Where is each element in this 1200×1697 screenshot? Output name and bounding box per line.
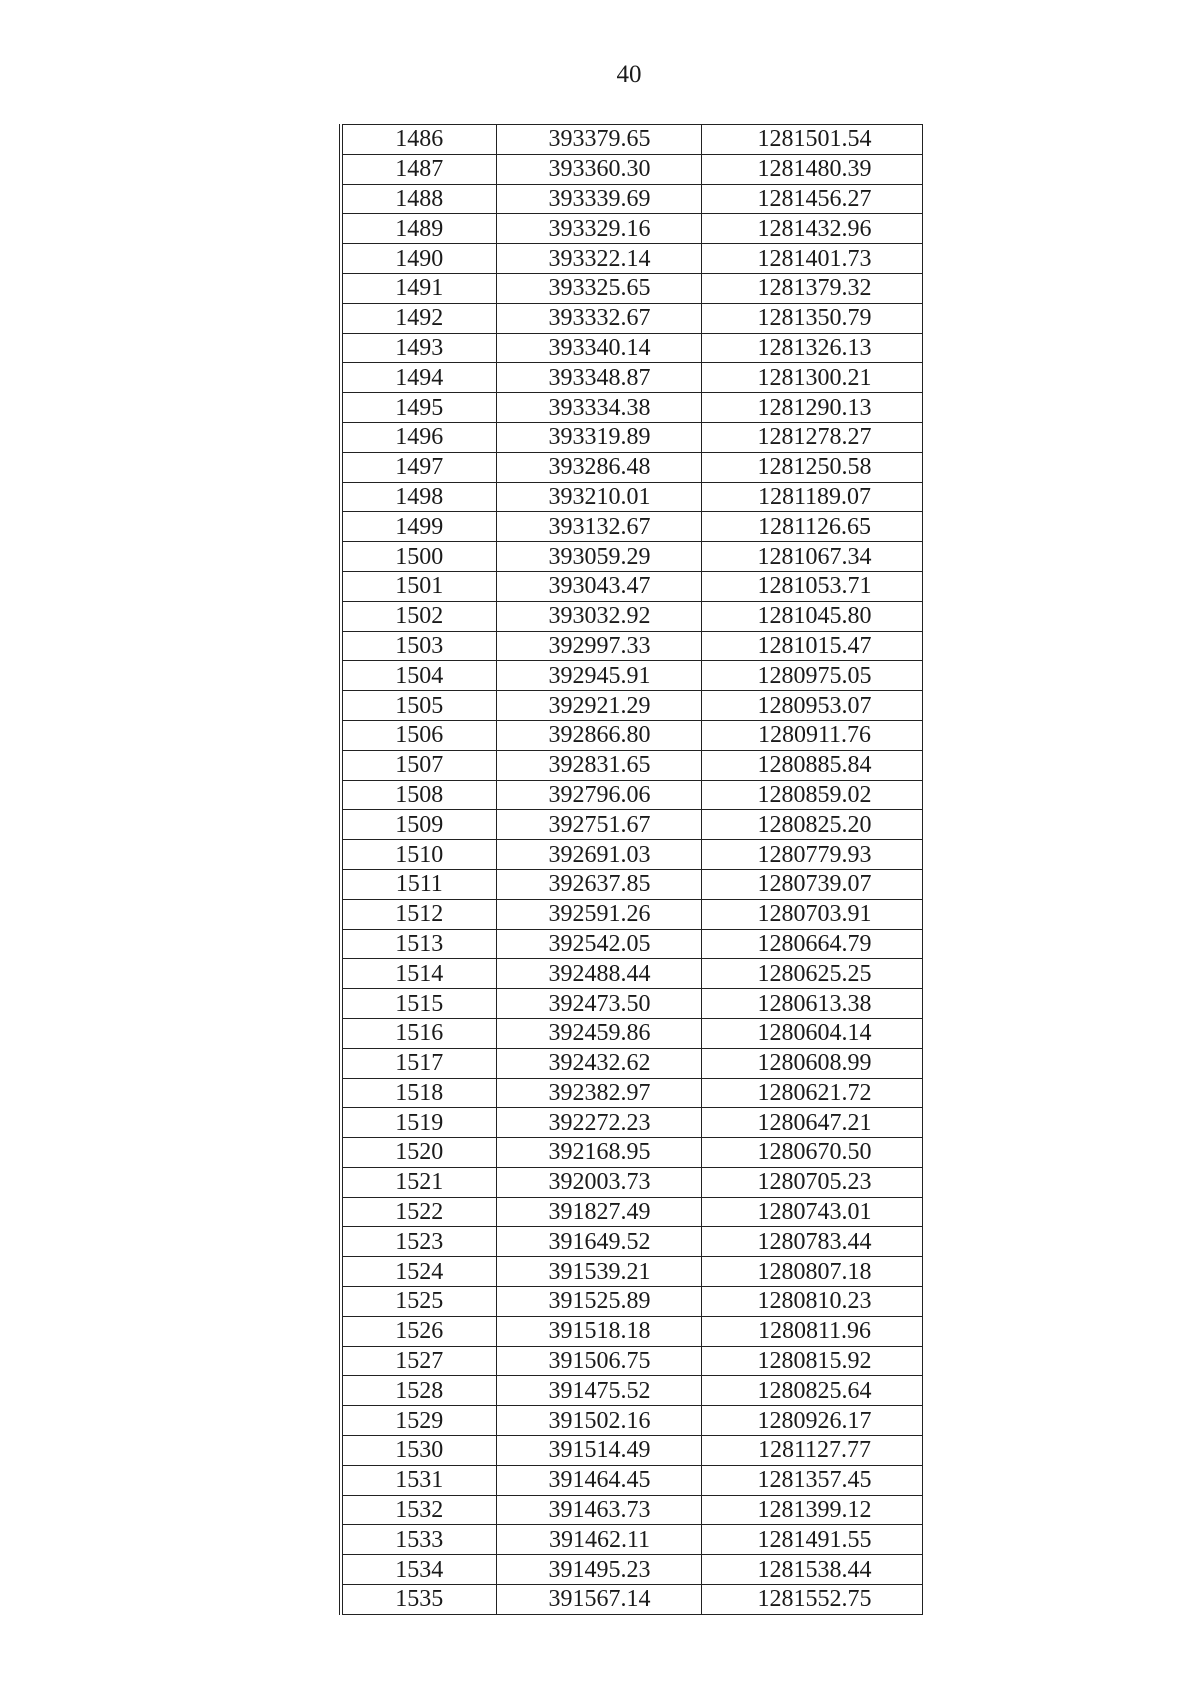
point-number-cell: 1517 xyxy=(341,1048,496,1078)
table-row xyxy=(341,959,922,989)
x-coordinate-cell: 391462.11 xyxy=(496,1525,701,1555)
y-coordinate-cell: 1280705.23 xyxy=(701,1167,922,1197)
point-number-cell: 1535 xyxy=(341,1585,496,1615)
point-number-cell: 1506 xyxy=(341,720,496,750)
coordinates-table xyxy=(339,124,923,1615)
point-number-cell: 1516 xyxy=(341,1018,496,1048)
y-coordinate-cell: 1281278.27 xyxy=(701,422,922,452)
point-number-cell: 1505 xyxy=(341,691,496,721)
x-coordinate-cell: 393325.65 xyxy=(496,273,701,303)
x-coordinate-cell: 393032.92 xyxy=(496,601,701,631)
point-number-cell: 1510 xyxy=(341,840,496,870)
point-number-cell: 1498 xyxy=(341,482,496,512)
table-row xyxy=(341,601,922,631)
y-coordinate-cell: 1281399.12 xyxy=(701,1495,922,1525)
table-row xyxy=(341,1287,922,1317)
x-coordinate-cell: 391567.14 xyxy=(496,1585,701,1615)
y-coordinate-cell: 1281491.55 xyxy=(701,1525,922,1555)
y-coordinate-cell: 1281379.32 xyxy=(701,273,922,303)
x-coordinate-cell: 393332.67 xyxy=(496,303,701,333)
x-coordinate-cell: 392866.80 xyxy=(496,720,701,750)
y-coordinate-cell: 1280647.21 xyxy=(701,1108,922,1138)
y-coordinate-cell: 1281290.13 xyxy=(701,393,922,423)
coordinates-table-body xyxy=(341,125,922,1615)
table-row xyxy=(341,720,922,750)
table-row xyxy=(341,750,922,780)
y-coordinate-cell: 1281501.54 xyxy=(701,125,922,155)
table-row xyxy=(341,273,922,303)
table-row xyxy=(341,989,922,1019)
y-coordinate-cell: 1280621.72 xyxy=(701,1078,922,1108)
y-coordinate-cell: 1280810.23 xyxy=(701,1287,922,1317)
x-coordinate-cell: 392637.85 xyxy=(496,869,701,899)
x-coordinate-cell: 391649.52 xyxy=(496,1227,701,1257)
x-coordinate-cell: 391518.18 xyxy=(496,1316,701,1346)
x-coordinate-cell: 392997.33 xyxy=(496,631,701,661)
y-coordinate-cell: 1280743.01 xyxy=(701,1197,922,1227)
y-coordinate-cell: 1280703.91 xyxy=(701,899,922,929)
table-row xyxy=(341,154,922,184)
table-row xyxy=(341,333,922,363)
point-number-cell: 1515 xyxy=(341,989,496,1019)
table-row xyxy=(341,1346,922,1376)
y-coordinate-cell: 1280625.25 xyxy=(701,959,922,989)
table-row xyxy=(341,661,922,691)
table-row xyxy=(341,1138,922,1168)
x-coordinate-cell: 393043.47 xyxy=(496,571,701,601)
y-coordinate-cell: 1280815.92 xyxy=(701,1346,922,1376)
y-coordinate-cell: 1281053.71 xyxy=(701,571,922,601)
x-coordinate-cell: 393339.69 xyxy=(496,184,701,214)
x-coordinate-cell: 392542.05 xyxy=(496,929,701,959)
x-coordinate-cell: 392003.73 xyxy=(496,1167,701,1197)
y-coordinate-cell: 1281067.34 xyxy=(701,542,922,572)
point-number-cell: 1523 xyxy=(341,1227,496,1257)
table-row xyxy=(341,244,922,274)
point-number-cell: 1520 xyxy=(341,1138,496,1168)
y-coordinate-cell: 1281456.27 xyxy=(701,184,922,214)
table-row xyxy=(341,810,922,840)
point-number-cell: 1500 xyxy=(341,542,496,572)
point-number-cell: 1522 xyxy=(341,1197,496,1227)
y-coordinate-cell: 1281357.45 xyxy=(701,1465,922,1495)
x-coordinate-cell: 392382.97 xyxy=(496,1078,701,1108)
table-row xyxy=(341,1197,922,1227)
table-row xyxy=(341,452,922,482)
x-coordinate-cell: 391463.73 xyxy=(496,1495,701,1525)
x-coordinate-cell: 392751.67 xyxy=(496,810,701,840)
point-number-cell: 1486 xyxy=(341,125,496,155)
x-coordinate-cell: 393059.29 xyxy=(496,542,701,572)
table-row xyxy=(341,1585,922,1615)
y-coordinate-cell: 1280825.64 xyxy=(701,1376,922,1406)
point-number-cell: 1495 xyxy=(341,393,496,423)
table-row xyxy=(341,1316,922,1346)
y-coordinate-cell: 1280779.93 xyxy=(701,840,922,870)
y-coordinate-cell: 1281350.79 xyxy=(701,303,922,333)
y-coordinate-cell: 1280604.14 xyxy=(701,1018,922,1048)
y-coordinate-cell: 1280783.44 xyxy=(701,1227,922,1257)
x-coordinate-cell: 392831.65 xyxy=(496,750,701,780)
x-coordinate-cell: 392473.50 xyxy=(496,989,701,1019)
x-coordinate-cell: 393319.89 xyxy=(496,422,701,452)
x-coordinate-cell: 391502.16 xyxy=(496,1406,701,1436)
table-row xyxy=(341,571,922,601)
y-coordinate-cell: 1280859.02 xyxy=(701,780,922,810)
table-row xyxy=(341,1018,922,1048)
table-row xyxy=(341,393,922,423)
y-coordinate-cell: 1280664.79 xyxy=(701,929,922,959)
table-row xyxy=(341,1227,922,1257)
point-number-cell: 1490 xyxy=(341,244,496,274)
table-row xyxy=(341,542,922,572)
y-coordinate-cell: 1280911.76 xyxy=(701,720,922,750)
point-number-cell: 1534 xyxy=(341,1555,496,1585)
x-coordinate-cell: 393340.14 xyxy=(496,333,701,363)
point-number-cell: 1509 xyxy=(341,810,496,840)
page-number: 40 xyxy=(616,61,642,88)
point-number-cell: 1492 xyxy=(341,303,496,333)
x-coordinate-cell: 393210.01 xyxy=(496,482,701,512)
point-number-cell: 1494 xyxy=(341,363,496,393)
x-coordinate-cell: 393322.14 xyxy=(496,244,701,274)
point-number-cell: 1514 xyxy=(341,959,496,989)
table-row xyxy=(341,899,922,929)
x-coordinate-cell: 391475.52 xyxy=(496,1376,701,1406)
x-coordinate-cell: 391464.45 xyxy=(496,1465,701,1495)
point-number-cell: 1527 xyxy=(341,1346,496,1376)
x-coordinate-cell: 393132.67 xyxy=(496,512,701,542)
point-number-cell: 1529 xyxy=(341,1406,496,1436)
point-number-cell: 1503 xyxy=(341,631,496,661)
x-coordinate-cell: 392432.62 xyxy=(496,1048,701,1078)
y-coordinate-cell: 1281401.73 xyxy=(701,244,922,274)
x-coordinate-cell: 392488.44 xyxy=(496,959,701,989)
point-number-cell: 1519 xyxy=(341,1108,496,1138)
point-number-cell: 1502 xyxy=(341,601,496,631)
point-number-cell: 1524 xyxy=(341,1257,496,1287)
x-coordinate-cell: 393334.38 xyxy=(496,393,701,423)
point-number-cell: 1488 xyxy=(341,184,496,214)
table-row xyxy=(341,1167,922,1197)
point-number-cell: 1491 xyxy=(341,273,496,303)
y-coordinate-cell: 1281127.77 xyxy=(701,1436,922,1466)
table-row xyxy=(341,1465,922,1495)
x-coordinate-cell: 393360.30 xyxy=(496,154,701,184)
x-coordinate-cell: 393348.87 xyxy=(496,363,701,393)
table-row xyxy=(341,422,922,452)
y-coordinate-cell: 1280807.18 xyxy=(701,1257,922,1287)
x-coordinate-cell: 392272.23 xyxy=(496,1108,701,1138)
x-coordinate-cell: 392796.06 xyxy=(496,780,701,810)
table-row xyxy=(341,1108,922,1138)
table-row xyxy=(341,512,922,542)
table-row xyxy=(341,1525,922,1555)
x-coordinate-cell: 391514.49 xyxy=(496,1436,701,1466)
table-row xyxy=(341,303,922,333)
point-number-cell: 1507 xyxy=(341,750,496,780)
y-coordinate-cell: 1281480.39 xyxy=(701,154,922,184)
point-number-cell: 1499 xyxy=(341,512,496,542)
x-coordinate-cell: 392921.29 xyxy=(496,691,701,721)
x-coordinate-cell: 392168.95 xyxy=(496,1138,701,1168)
table-row xyxy=(341,214,922,244)
table-row xyxy=(341,1436,922,1466)
table-row xyxy=(341,840,922,870)
table-row xyxy=(341,1406,922,1436)
x-coordinate-cell: 391539.21 xyxy=(496,1257,701,1287)
table-row xyxy=(341,869,922,899)
table-row xyxy=(341,631,922,661)
y-coordinate-cell: 1281015.47 xyxy=(701,631,922,661)
point-number-cell: 1525 xyxy=(341,1287,496,1317)
y-coordinate-cell: 1280613.38 xyxy=(701,989,922,1019)
point-number-cell: 1493 xyxy=(341,333,496,363)
table-row xyxy=(341,780,922,810)
x-coordinate-cell: 393329.16 xyxy=(496,214,701,244)
y-coordinate-cell: 1281300.21 xyxy=(701,363,922,393)
point-number-cell: 1508 xyxy=(341,780,496,810)
y-coordinate-cell: 1280608.99 xyxy=(701,1048,922,1078)
x-coordinate-cell: 391525.89 xyxy=(496,1287,701,1317)
y-coordinate-cell: 1281126.65 xyxy=(701,512,922,542)
table-row xyxy=(341,125,922,155)
table-row xyxy=(341,482,922,512)
x-coordinate-cell: 392691.03 xyxy=(496,840,701,870)
y-coordinate-cell: 1281432.96 xyxy=(701,214,922,244)
y-coordinate-cell: 1280975.05 xyxy=(701,661,922,691)
y-coordinate-cell: 1281045.80 xyxy=(701,601,922,631)
y-coordinate-cell: 1281538.44 xyxy=(701,1555,922,1585)
x-coordinate-cell: 391506.75 xyxy=(496,1346,701,1376)
table-row xyxy=(341,1078,922,1108)
point-number-cell: 1487 xyxy=(341,154,496,184)
point-number-cell: 1532 xyxy=(341,1495,496,1525)
point-number-cell: 1489 xyxy=(341,214,496,244)
y-coordinate-cell: 1281552.75 xyxy=(757,1586,872,1613)
table-row xyxy=(341,691,922,721)
table-row xyxy=(341,363,922,393)
point-number-cell: 1496 xyxy=(341,422,496,452)
y-coordinate-cell: 1280739.07 xyxy=(701,869,922,899)
table-row xyxy=(341,1495,922,1525)
point-number-cell: 1526 xyxy=(341,1316,496,1346)
point-number-cell: 1533 xyxy=(341,1525,496,1555)
table-row xyxy=(341,1376,922,1406)
table-row xyxy=(341,1555,922,1585)
point-number-cell: 1518 xyxy=(341,1078,496,1108)
point-number-cell: 1521 xyxy=(341,1167,496,1197)
x-coordinate-cell: 391827.49 xyxy=(496,1197,701,1227)
y-coordinate-cell: 1281189.07 xyxy=(701,482,922,512)
point-number-cell: 1531 xyxy=(341,1465,496,1495)
table-row xyxy=(341,184,922,214)
point-number-cell: 1497 xyxy=(341,452,496,482)
table-row xyxy=(341,929,922,959)
table-row xyxy=(341,1048,922,1078)
x-coordinate-cell: 392591.26 xyxy=(496,899,701,929)
x-coordinate-cell: 393379.65 xyxy=(496,125,701,155)
point-number-cell: 1528 xyxy=(341,1376,496,1406)
y-coordinate-cell: 1280811.96 xyxy=(701,1316,922,1346)
table-row xyxy=(341,1257,922,1287)
y-coordinate-cell: 1280670.50 xyxy=(701,1138,922,1168)
y-coordinate-cell: 1281326.13 xyxy=(701,333,922,363)
point-number-cell: 1530 xyxy=(341,1436,496,1466)
x-coordinate-cell: 392945.91 xyxy=(496,661,701,691)
point-number-cell: 1511 xyxy=(341,869,496,899)
x-coordinate-cell: 393286.48 xyxy=(496,452,701,482)
y-coordinate-cell: 1280953.07 xyxy=(701,691,922,721)
x-coordinate-cell: 391495.23 xyxy=(496,1555,701,1585)
y-coordinate-cell: 1280885.84 xyxy=(701,750,922,780)
x-coordinate-cell: 392459.86 xyxy=(496,1018,701,1048)
point-number-cell: 1513 xyxy=(341,929,496,959)
y-coordinate-cell: 1280825.20 xyxy=(701,810,922,840)
y-coordinate-cell: 1280926.17 xyxy=(701,1406,922,1436)
point-number-cell: 1512 xyxy=(341,899,496,929)
point-number-cell: 1504 xyxy=(341,661,496,691)
point-number-cell: 1501 xyxy=(341,571,496,601)
y-coordinate-cell: 1281250.58 xyxy=(701,452,922,482)
